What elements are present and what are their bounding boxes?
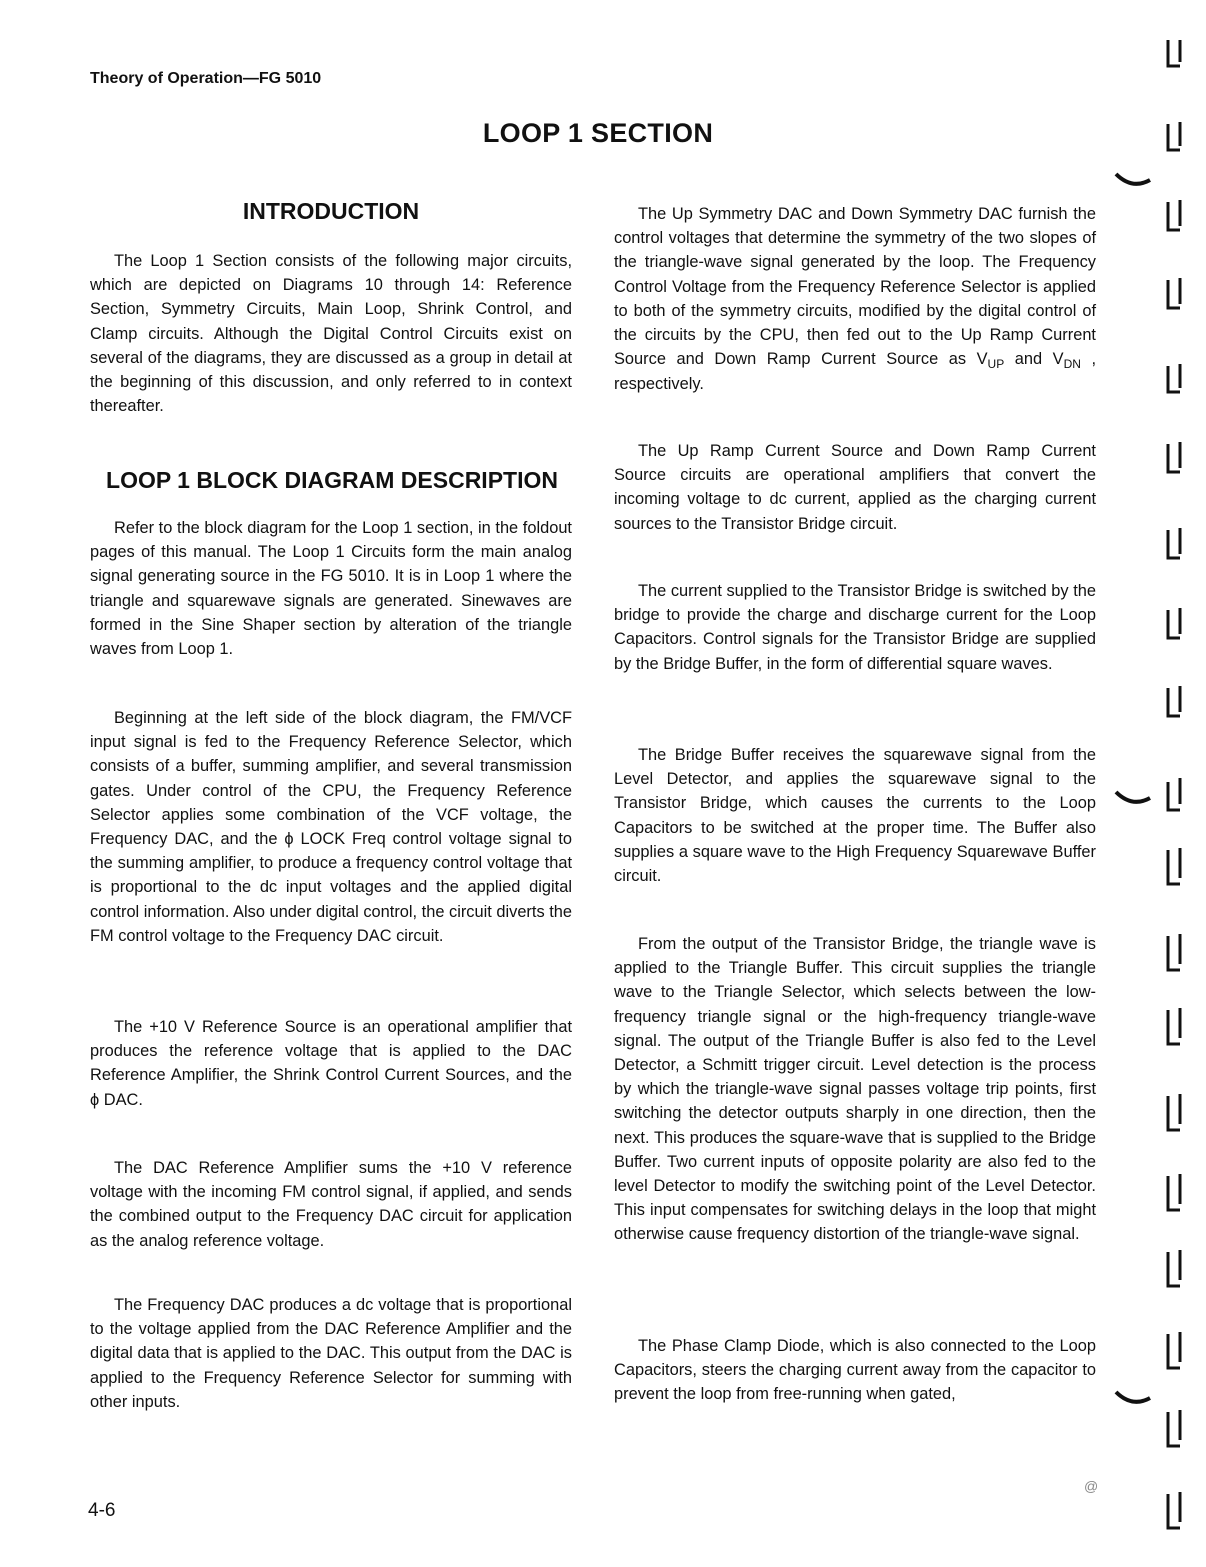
triangle-buffer-paragraph: From the output of the Transistor Bridge, the triangle wave is applied to the Triangle Buffer. This circuit supplies the triangle wave to the Triangle Selector, which selects between the low-frequency triangle signal or the high-frequency triangle-wave signal. The output of the Triangle Buffer is also fed to the Level Detector, a Schmitt trigger circuit. Level detection is the process by which the triangle-wave signal passes voltage trip points, first switching the detector outputs sharply in one direction, then the next. This produces the square-wave that is supplied to the Bridge Buffer. Two current inputs of opposite polarity are also fed to the level Detector to modify the switching point of the Level Detector. This input compensates for switching delays in the loop that might otherwise cause frequency distortion of the triangle-wave signal. [614, 935, 1096, 1244]
symmetry-paragraph [614, 202, 1096, 397]
block-diagram-heading: LOOP 1 BLOCK DIAGRAM DESCRIPTION [106, 467, 558, 493]
block-paragraph-3: The +10 V Reference Source is an operational amplifier that produces the reference voltage that is applied to the DAC Reference Amplifier, the Shrink Control Current Sources, and the ϕ DAC. [90, 1018, 572, 1109]
symmetry-text-2: and V [1004, 350, 1064, 369]
introduction-heading: INTRODUCTION [242, 198, 420, 224]
vup-subscript: UP [987, 357, 1005, 372]
phase-clamp-paragraph: The Phase Clamp Diode, which is also connected to the Loop Capacitors, steers the charging current away from the capacitor to prevent the loop from free-running when gated, [614, 1337, 1096, 1404]
block-paragraph-2: Beginning at the left side of the block diagram, the FM/VCF input signal is fed to the Frequency Reference Selector, which consists of a buffer, summing amplifier, and several transmission gates. Under control of the CPU, the Frequency Reference Selector applies some combination of the VCF voltage, the Frequency DAC, and the ϕ LOCK Freq control voltage signal to the summing amplifier, to produce a frequency control voltage that is proportional to the dc input voltages and the applied digital control information. Also under digital control, the circuit diverts the FM control voltage to the Frequency DAC circuit. [90, 709, 572, 945]
ramp-source-paragraph: The Up Ramp Current Source and Down Ramp Current Source circuits are operational amplifiers that convert the incoming voltage to dc current, applied as the charging current sources to the Transistor Bridge circuit. [614, 442, 1096, 533]
bridge-buffer-paragraph: The Bridge Buffer receives the squarewave signal from the Level Detector, and applies the squarewave signal to the Transistor Bridge, which causes the currents to the Loop Capacitors to be switched at the proper time. The Buffer also supplies a square wave to the High Frequency Squarewave Buffer circuit. [614, 746, 1096, 886]
vdn-subscript: DN [1063, 357, 1081, 372]
block-paragraph-4: The DAC Reference Amplifier sums the +10 V reference voltage with the incoming FM control signal, if applied, and sends the combined output to the Frequency DAC circuit for application as the analog reference voltage. [90, 1159, 572, 1250]
intro-paragraph: The Loop 1 Section consists of the following major circuits, which are depicted on Diagrams 10 through 14: Reference Section, Symmetry Circuits, Main Loop, Shrink Control, and Clamp circuits. Although the Digital Control Circuits exist on several of the diagrams, they are discussed as a group in detail at the beginning of this discussion, and only referred to in context thereafter. [90, 252, 572, 416]
symmetry-text-3: , respectively. [614, 350, 1096, 394]
block-paragraph-1: Refer to the block diagram for the Loop 1 section, in the foldout pages of this manual. The Loop 1 Circuits form the main analog signal generating source in the FG 5010. It is in Loop 1 where the triangle and squarewave signals are generated. Sinewaves are formed in the Sine Shaper section by alteration of the triangle waves from Loop 1. [90, 519, 572, 659]
binder-marks [1112, 40, 1206, 1567]
symmetry-text-1: The Up Symmetry DAC and Down Symmetry DAC furnish the control voltages that determine the symmetry of the two slopes of the triangle-wave signal generated by the loop. The Frequency Control Voltage from the Frequency Reference Selector is applied to both of the symmetry circuits, modified by the digital control of the circuits by the CPU, then fed out to the Up Ramp Current Source and Down Ramp Current Source as V [614, 205, 1096, 369]
transistor-bridge-paragraph: The current supplied to the Transistor Bridge is switched by the bridge to provide the charge and discharge current for the Loop Capacitors. Control signals for the Transistor Bridge are supplied by the Bridge Buffer, in the form of differential square waves. [614, 582, 1096, 673]
block-paragraph-5: The Frequency DAC produces a dc voltage that is proportional to the voltage applied from the DAC Reference Amplifier and the digital data that is applied to the DAC. This output from the DAC is applied to the Frequency Reference Selector for summing with other inputs. [90, 1296, 572, 1411]
copyright-mark: @ [1084, 1478, 1099, 1494]
running-head: Theory of Operation—FG 5010 [90, 70, 322, 87]
page-number: 4-6 [88, 1500, 116, 1521]
page-title: LOOP 1 SECTION [482, 118, 714, 148]
